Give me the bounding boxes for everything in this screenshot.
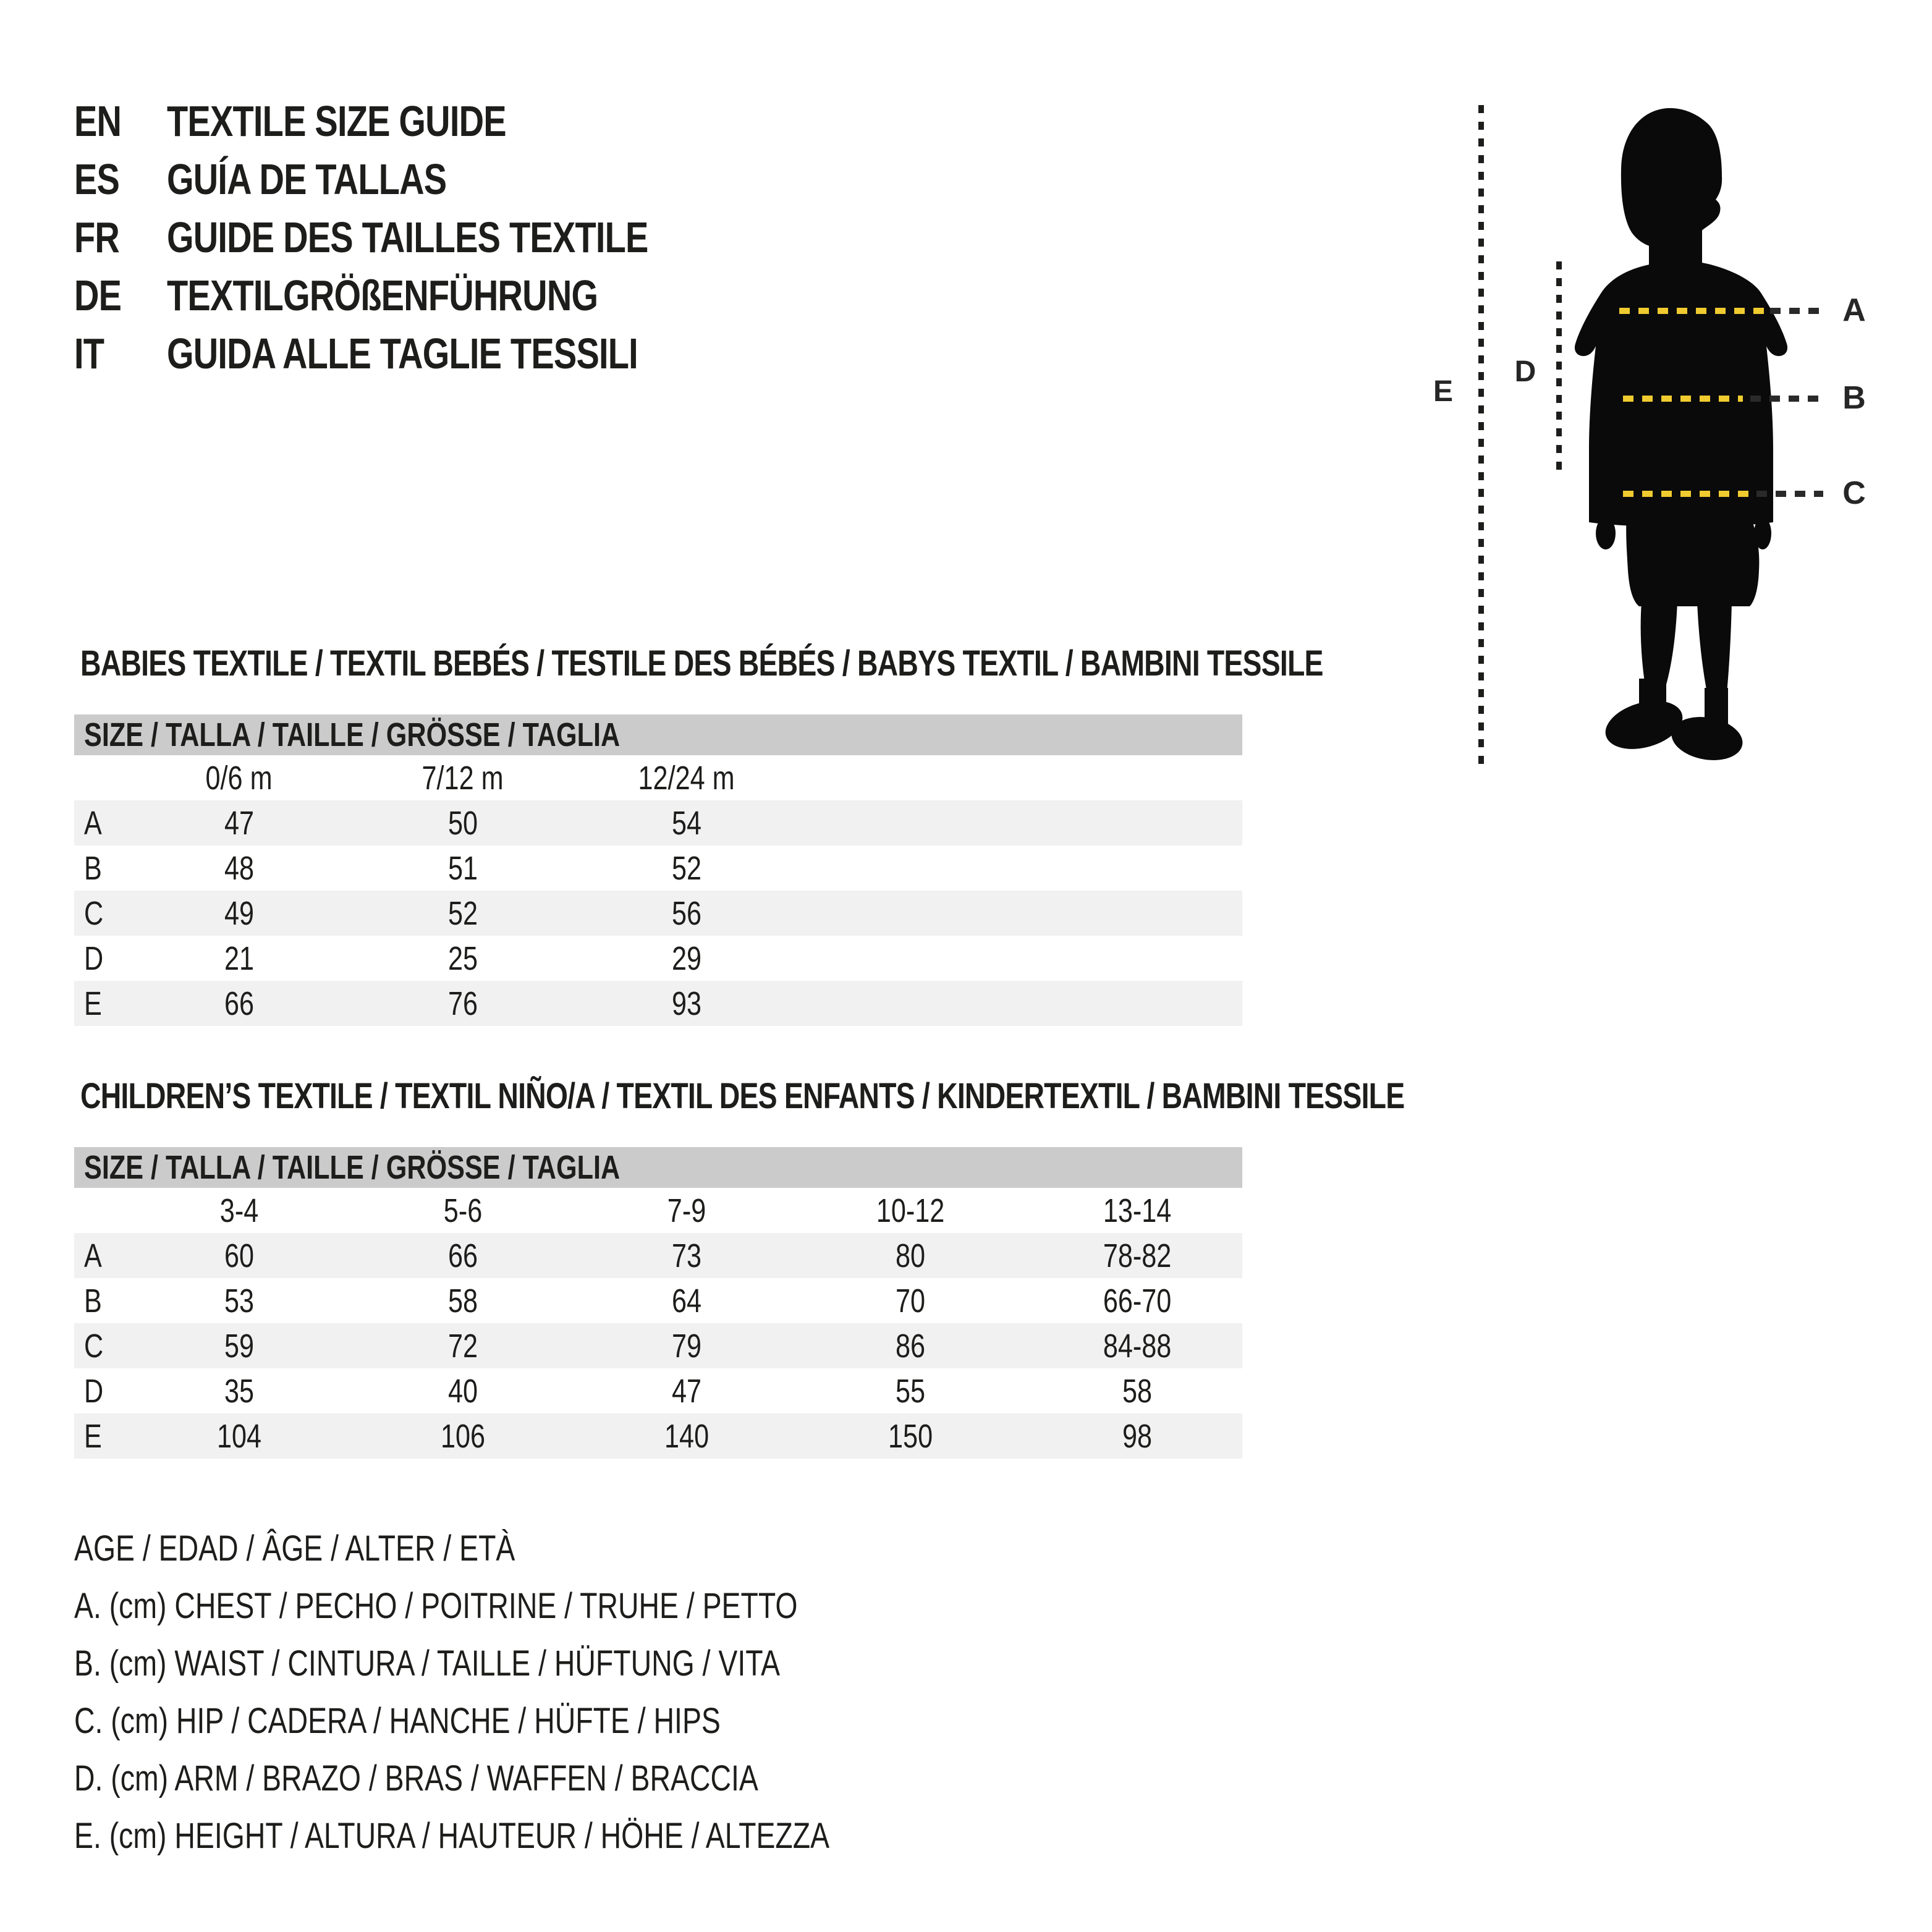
table-row xyxy=(74,936,1242,981)
table-row xyxy=(74,1233,1242,1278)
cell-value: 25 xyxy=(447,939,478,977)
chest-measure-line-yellow xyxy=(1619,308,1765,314)
column-header: 0/6 m xyxy=(205,759,273,797)
column-header: 7/12 m xyxy=(422,759,504,797)
language-title: GUÍA DE TALLAS xyxy=(167,155,447,203)
cell-value: 76 xyxy=(447,985,478,1022)
column-header: 5-6 xyxy=(443,1192,483,1229)
cell-value: 70 xyxy=(895,1282,926,1320)
children-table xyxy=(74,1147,1242,1459)
cell-value: 58 xyxy=(1122,1372,1153,1410)
cell-value: 40 xyxy=(447,1372,478,1410)
hip-measure-line-yellow xyxy=(1623,491,1750,497)
cell-value: 53 xyxy=(224,1282,255,1320)
legend-line-chest: A. (cm) CHEST / PECHO / POITRINE / TRUHE / PETTO xyxy=(74,1586,798,1626)
cell-value: 78-82 xyxy=(1103,1237,1172,1274)
table-row xyxy=(74,981,1242,1026)
cell-value: 56 xyxy=(671,894,702,932)
legend-line-waist: B. (cm) WAIST / CINTURA / TAILLE / HÜFTUNG / VITA xyxy=(74,1643,781,1684)
cell-value: 29 xyxy=(671,939,702,977)
cell-value: 80 xyxy=(895,1237,926,1274)
cell-value: 59 xyxy=(224,1327,255,1365)
header-line-it xyxy=(74,331,768,376)
cell-value: 52 xyxy=(671,849,702,887)
cell-value: 104 xyxy=(216,1417,262,1455)
row-label: B xyxy=(84,849,102,887)
babies-table xyxy=(74,714,1242,1026)
language-title: GUIDA ALLE TAGLIE TESSILI xyxy=(167,329,638,378)
table-row xyxy=(74,1278,1242,1323)
measure-label-height: E xyxy=(1433,375,1453,408)
cell-value: 66 xyxy=(447,1237,478,1274)
legend-line-height: E. (cm) HEIGHT / ALTURA / HAUTEUR / HÖHE / ALTEZZA xyxy=(74,1816,830,1856)
measure-label-arm: D xyxy=(1514,355,1536,388)
header-line-es xyxy=(74,157,768,201)
measure-label-chest: A xyxy=(1842,292,1866,328)
language-title: TEXTILE SIZE GUIDE xyxy=(167,97,506,145)
cell-value: 47 xyxy=(224,804,255,842)
arm-dotted-line xyxy=(1556,261,1562,472)
measurement-legend xyxy=(74,1530,1019,1855)
cell-value: 106 xyxy=(440,1417,486,1455)
header-line-fr xyxy=(74,215,768,260)
table-row xyxy=(74,1413,1242,1459)
row-label: B xyxy=(84,1282,102,1320)
cell-value: 86 xyxy=(895,1327,926,1365)
language-code: EN xyxy=(74,97,122,145)
babies-table-title: BABIES TEXTILE / TEXTIL BEBÉS / TESTILE DES BÉBÉS / BABYS TEXTIL / BAMBINI TESSILE xyxy=(80,643,1323,684)
cell-value: 58 xyxy=(447,1282,478,1320)
cell-value: 50 xyxy=(447,804,478,842)
cell-value: 66-70 xyxy=(1103,1282,1172,1320)
table-row xyxy=(74,1323,1242,1368)
column-header: 10-12 xyxy=(876,1192,945,1229)
column-header: 3-4 xyxy=(219,1192,259,1229)
column-header: 7-9 xyxy=(667,1192,706,1229)
language-title: GUIDE DES TAILLES TEXTILE xyxy=(167,213,648,261)
language-header xyxy=(74,99,768,376)
silhouette-left-hand xyxy=(1596,517,1616,549)
children-column-headers xyxy=(74,1188,1242,1233)
chest-measure-line-dark xyxy=(1770,308,1826,314)
table-row xyxy=(74,891,1242,936)
measure-label-waist: B xyxy=(1842,380,1866,416)
waist-measure-line-dark xyxy=(1750,396,1823,402)
row-label: D xyxy=(84,939,104,977)
cell-value: 98 xyxy=(1122,1417,1153,1455)
row-label: D xyxy=(84,1372,104,1410)
cell-value: 52 xyxy=(447,894,478,932)
row-label: C xyxy=(84,1327,104,1365)
cell-value: 64 xyxy=(671,1282,702,1320)
silhouette-shirt xyxy=(1575,263,1787,527)
language-code: DE xyxy=(74,271,122,320)
cell-value: 54 xyxy=(671,804,702,842)
legend-line-hip: C. (cm) HIP / CADERA / HANCHE / HÜFTE / HIPS xyxy=(74,1701,721,1741)
header-line-de xyxy=(74,273,768,318)
language-title: TEXTILGRÖßENFÜHRUNG xyxy=(167,271,598,320)
cell-value: 66 xyxy=(224,985,255,1022)
cell-value: 93 xyxy=(671,985,702,1022)
cell-value: 72 xyxy=(447,1327,478,1365)
silhouette-left-shoe xyxy=(1600,693,1688,757)
cell-value: 21 xyxy=(224,939,255,977)
legend-line-arm: D. (cm) ARM / BRAZO / BRAS / WAFFEN / BRACCIA xyxy=(74,1758,758,1799)
row-label: E xyxy=(84,985,102,1022)
cell-value: 79 xyxy=(671,1327,702,1365)
measure-label-hip: C xyxy=(1842,475,1866,511)
hip-measure-line-dark xyxy=(1756,491,1823,497)
babies-column-headers xyxy=(74,755,1242,800)
children-size-header-band: SIZE / TALLA / TAILLE / GRÖSSE / TAGLIA xyxy=(74,1147,1242,1188)
cell-value: 49 xyxy=(224,894,255,932)
language-code: FR xyxy=(74,213,120,261)
row-label: A xyxy=(84,1237,102,1274)
cell-value: 60 xyxy=(224,1237,255,1274)
cell-value: 73 xyxy=(671,1237,702,1274)
cell-value: 55 xyxy=(895,1372,926,1410)
header-line-en xyxy=(74,99,768,143)
row-label: A xyxy=(84,804,102,842)
table-row xyxy=(74,845,1242,891)
table-row xyxy=(74,800,1242,845)
silhouette-right-leg xyxy=(1697,601,1732,693)
babies-size-header-band: SIZE / TALLA / TAILLE / GRÖSSE / TAGLIA xyxy=(74,714,1242,755)
silhouette-left-leg xyxy=(1641,601,1677,687)
waist-measure-line-yellow xyxy=(1623,396,1743,402)
cell-value: 140 xyxy=(664,1417,710,1455)
row-label: C xyxy=(84,894,104,932)
column-header: 13-14 xyxy=(1103,1192,1172,1229)
cell-value: 150 xyxy=(888,1417,933,1455)
cell-value: 84-88 xyxy=(1103,1327,1172,1365)
cell-value: 51 xyxy=(447,849,478,887)
table-row xyxy=(74,1368,1242,1413)
legend-line-age: AGE / EDAD / ÂGE / ALTER / ETÀ xyxy=(74,1528,515,1569)
cell-value: 48 xyxy=(224,849,255,887)
silhouette-shorts xyxy=(1626,515,1759,606)
cell-value: 35 xyxy=(224,1372,255,1410)
column-header: 12/24 m xyxy=(638,759,735,797)
language-code: IT xyxy=(74,329,104,378)
language-code: ES xyxy=(74,155,120,203)
cell-value: 47 xyxy=(671,1372,702,1410)
children-table-title: CHILDREN’S TEXTILE / TEXTIL NIÑO/A / TEXTIL DES ENFANTS / KINDERTEXTIL / BAMBINI TESSILE xyxy=(80,1076,1405,1116)
row-label: E xyxy=(84,1417,102,1455)
